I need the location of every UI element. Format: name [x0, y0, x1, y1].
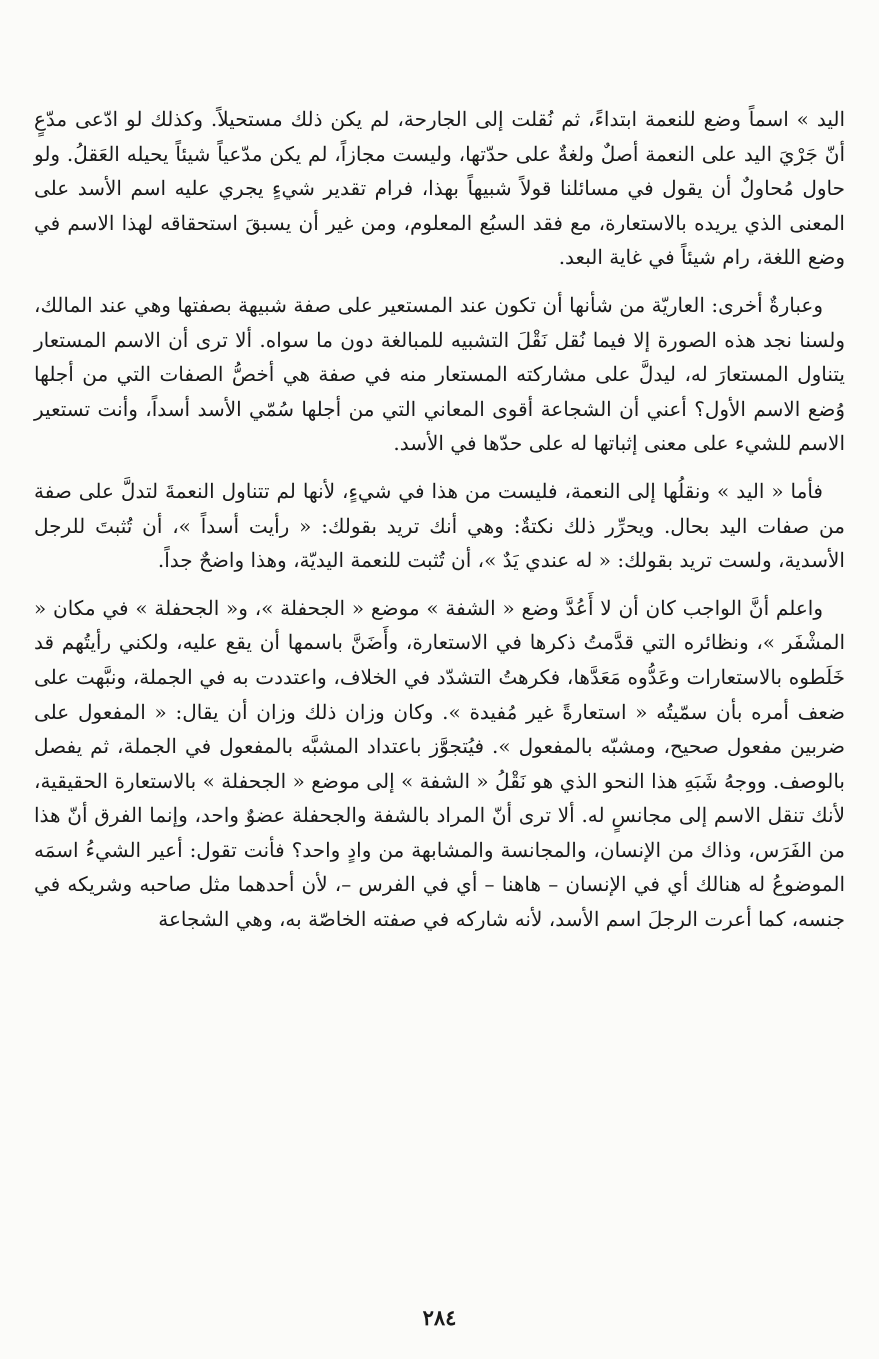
paragraph-3: فأما « اليد » ونقلُها إلى النعمة، فليست من هذا في شيءٍ، لأنها لم تتناول النعمةَ لتدلَّ على صفة من صفات اليد بحال. ويحرِّر ذلك نكتةٌ: وهي أنك تريد بقولك: « رأيت أسداً »، أن تُثبتَ للرجل الأسدية، ولست تريد بقولك: « له عندي يَدٌ »، أن تُثبت للنعمة اليديّة، وهذا واضحٌ جداً.: [34, 478, 845, 573]
page-number: ٢٨٤: [422, 1305, 457, 1330]
paragraph-4: واعلم أنَّ الواجب كان أن لا أَعُدَّ وضع « الشفة » موضع « الجحفلة »، و« الجحفلة » في مكان « المشْفَر »، ونظائره التي قدَّمتُ ذكرها في الاستعارة، وأَضَنَّ باسمها أن يقع عليه، ولكني رأيتُهم قد خَلَطوه بالاستعارات وعَدُّوه مَعَدَّها، فكرهتُ التشدّد في الخلاف، واعتددت به في الجملة، ونبَّهت على ضعف أمره بأن سمّيتُه « استعارةً غير مُفيدة ». وكان وزان ذلك وزان أن يقال: « المفعول على ضربين مفعول صحيح، ومشبّه بالمفعول ». فيُتجوَّز باعتداد المشبَّه بالمفعول في الجملة، ثم يفصل بالوصف. ووجهُ شَبَهِ هذا النحو الذي هو نَقْلُ « الشفة » إلى موضع « الجحفلة » بالاستعارة الحقيقية، لأنك تنقل الاسم إلى مجانسٍ له. ألا ترى أنّ المراد بالشفة والجحفلة عضوٌ واحد، وإنما الفرق أنّ هذا من الفَرَس، وذاك من الإنسان، والمجانسة والمشابهة من وادٍ واحد؟ فأنت تقول: أعير الشيءُ اسمَه الموضوعُ له هنالك أي في الإنسان – هاهنا – أي في الفرس –، لأن أحدهما مثل صاحبه وشريكه في جنسه، كما أعرت الرجلَ اسم الأسد، لأنه شاركه في صفته الخاصّة به، وهي الشجاعة: [34, 595, 845, 932]
paragraph-2: وعبارةٌ أخرى: العاريّة من شأنها أن تكون عند المستعير على صفة شبيهة بصفتها وهي عند المالك، ولسنا نجد هذه الصورة إلا فيما نُقل نَقْلَ التشبيه للمبالغة دون ما سواه. ألا ترى أن الاسم المستعار يتناول المستعارَ له، ليدلَّ على مشاركته المستعار منه في صفة هي أخصُّ الصفات التي من أجلها وُضع الاسم الأول؟ أعني أن الشجاعة أقوى المعاني التي من أجلها سُمّي الأسد أسداً، وأنت تستعير الاسم للشيء على معنى إثباتها له على حدّها في الأسد.: [34, 292, 846, 456]
page-body: [34, 102, 845, 937]
paragraph-1: اليد » اسماً وضع للنعمة ابتداءً، ثم نُقلت إلى الجارحة، لم يكن ذلك مستحيلاً. وكذلك لو ادّعى مدّعٍ أنّ جَرْيَ اليد على النعمة أصلٌ ولغةٌ على حدّتها، وليست مجازاً، لم يكن مدّعياً شيئاً يحيله العَقلُ. ولو حاول مُحاولٌ أن يقول في مسائلنا قولاً شبيهاً بهذا، فرام تقدير شيءٍ يجري عليه اسم الأسد على المعنى الذي يريده بالاستعارة، مع فقد السبُع المعلوم، ومن غير أن يسبقَ استحقاقه لهذا الاسم في وضع اللغة، رام شيئاً في غاية البعد.: [34, 107, 845, 270]
